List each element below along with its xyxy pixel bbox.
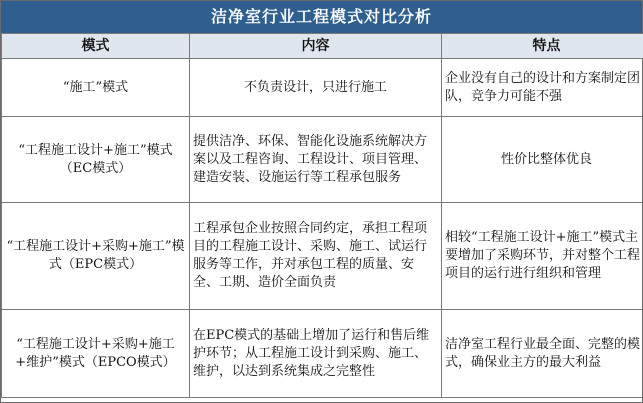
table-row [2, 203, 643, 310]
header-mode: 模式 [2, 34, 190, 59]
header-feature: 特点 [442, 34, 643, 59]
content-cell: 工程承包企业按照合同约定，承担工程项目的工程施工设计、采购、施工、试运行服务等工作，并对承包工程的质量、安全、工期、造价全面负责 [190, 203, 442, 310]
feature-cell: 性价比整体优良 [442, 117, 643, 203]
mode-cell: “工程施工设计+采购+施工+维护”模式（EPCO模式） [2, 310, 190, 398]
feature-cell: 洁净室工程行业最全面、完整的模式，确保业主方的最大利益 [442, 310, 643, 398]
table-row [2, 59, 643, 117]
mode-cell: “工程施工设计+采购+施工”模式（EPC模式） [2, 203, 190, 310]
header-row [2, 34, 643, 59]
mode-cell: “施工”模式 [2, 59, 190, 117]
table-row [2, 117, 643, 203]
comparison-table [1, 33, 643, 398]
feature-cell: 相较“工程施工设计+施工”模式主要增加了采购环节，并对整个工程项目的运行进行组织和管理 [442, 203, 643, 310]
table-title: 洁净室行业工程模式对比分析 [1, 1, 642, 33]
content-cell: 不负责设计，只进行施工 [190, 59, 442, 117]
feature-cell: 企业没有自己的设计和方案制定团队，竞争力可能不强 [442, 59, 643, 117]
header-content: 内容 [190, 34, 442, 59]
mode-cell: “工程施工设计+施工”模式（EC模式） [2, 117, 190, 203]
content-cell: 提供洁净、环保、智能化设施系统解决方案以及工程咨询、工程设计、项目管理、建造安装、设施运行等工程承包服务 [190, 117, 442, 203]
content-cell: 在EPC模式的基础上增加了运行和售后维护环节；从工程施工设计到采购、施工、维护，以达到系统集成之完整性 [190, 310, 442, 398]
table-row [2, 310, 643, 398]
